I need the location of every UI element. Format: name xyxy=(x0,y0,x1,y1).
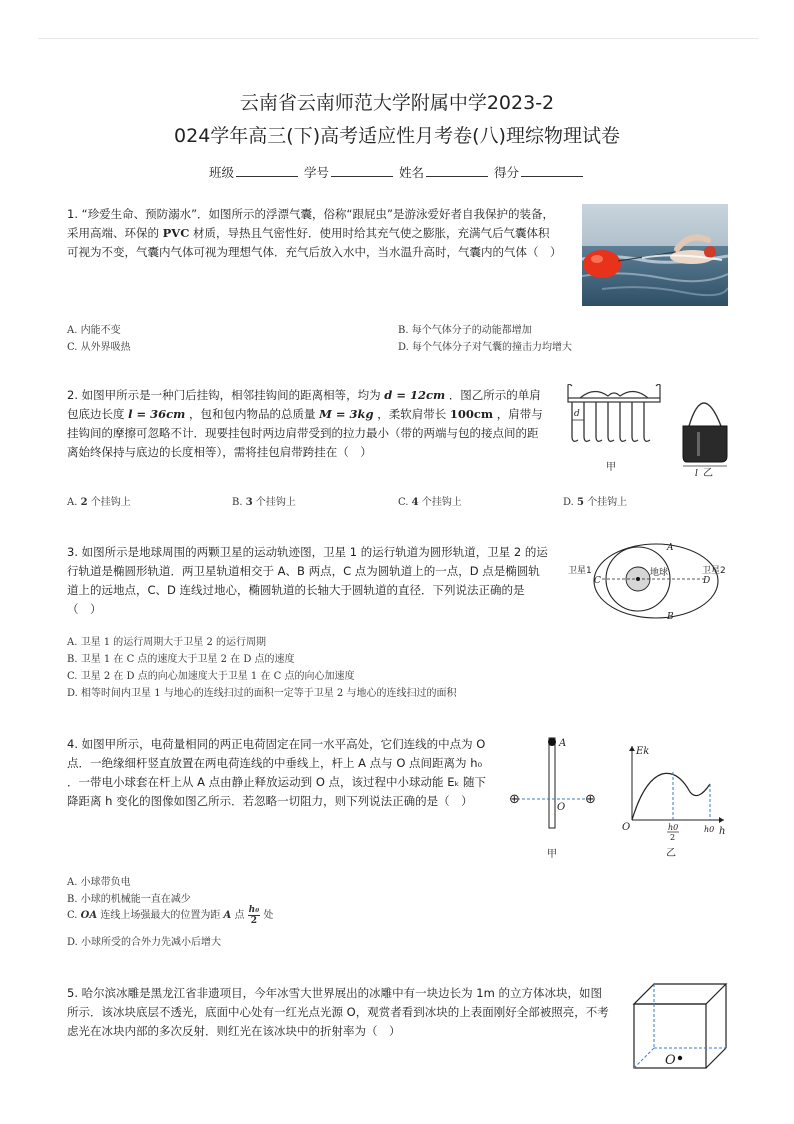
class-label: 班级 xyxy=(208,165,234,180)
q2-d-rest: 个挂钩上 xyxy=(587,497,628,508)
q2-text-b: ．图乙所示的单肩包底边长度 xyxy=(67,388,541,421)
q2-number: 2. xyxy=(67,388,78,402)
sat2-label: 卫星2 xyxy=(702,566,726,576)
q1-option-b[interactable]: B. 每个气体分子的动能都增加 xyxy=(398,325,532,336)
graph-origin-label: O xyxy=(622,822,631,833)
name-blank[interactable] xyxy=(426,164,488,177)
q4-c-text3: 处 xyxy=(263,910,274,921)
q2-option-a[interactable] xyxy=(67,493,131,508)
q4-c-letter: C. xyxy=(67,910,78,921)
q5-text: 哈尔滨冰雕是黑龙江省非遗项目，今年冰雪大世界展出的冰雕中有一块边长为 1m 的立方体冰块，如图所示．该冰块底层不透光，底面中心处有一红光点光源 O，观赏者看到冰块的上表面刚好全部被照亮，不考虑光在冰块内部的多次反射．则红光在该冰块中的折射率为（ ） xyxy=(67,986,609,1038)
q1-number: 1. xyxy=(67,207,78,221)
q2-text-a: 如图甲所示是一种门后挂钩，相邻挂钩间的距离相等，均为 xyxy=(81,388,381,402)
q1-option-a[interactable]: A. 内能不变 xyxy=(67,325,121,336)
fig4-yi-label: 乙 xyxy=(666,848,676,859)
q2-option-d[interactable] xyxy=(563,493,627,508)
class-blank[interactable] xyxy=(236,164,298,177)
question-4 xyxy=(67,735,495,811)
rod-o-label: O xyxy=(557,802,566,813)
q3-option-c[interactable]: C. 卫星 2 在 D 点的向心加速度大于卫星 1 在 C 点的向心加速度 xyxy=(67,671,355,682)
graph-half-h0-den: 2 xyxy=(670,833,676,842)
q4-c-text1: 连线上场强最大的位置为距 xyxy=(100,910,221,921)
id-label: 学号 xyxy=(303,165,329,180)
q2-option-b[interactable] xyxy=(232,493,296,508)
ice-cube-diagram xyxy=(628,978,732,1072)
graph-h0-label: h0 xyxy=(704,825,715,834)
q2-c-rest: 个挂钩上 xyxy=(421,497,462,508)
title-line-2: 024学年高三(下)高考适应性月考卷(八)理综物理试卷 xyxy=(174,125,620,147)
q3-number: 3. xyxy=(67,545,78,559)
q2-m-eq: M = 3kg xyxy=(319,407,374,421)
q2-text-c: ，包和包内物品的总质量 xyxy=(189,407,316,421)
q3-text: 如图所示是地球周围的两颗卫星的运动轨迹图，卫星 1 的运行轨道为圆形轨道，卫星 2 的运行轨道是椭圆形轨道．两卫星轨道相交于 A、B 两点，C 点为圆轨道上的一点，D 点是椭圆轨道上的远地点，C、D 连线过地心，椭圆轨道的长轴大于圆轨道的直径．下列说法正确的是（ ） xyxy=(67,545,548,616)
swimmer-photo xyxy=(582,204,728,306)
q2-b-rest: 个挂钩上 xyxy=(255,497,296,508)
graph-h-label: h xyxy=(719,826,726,837)
q3-option-b[interactable]: B. 卫星 1 在 C 点的速度大于卫星 2 在 D 点的速度 xyxy=(67,654,295,665)
q4-c-a: A xyxy=(223,910,232,921)
q5-number: 5. xyxy=(67,986,78,1000)
id-blank[interactable] xyxy=(331,164,393,177)
q2-option-c[interactable] xyxy=(398,493,462,508)
q1-text: “珍爱生命、预防溺水”．如图所示的浮漂气囊，俗称“跟屁虫”是游泳爱好者自我保护的装备，采用高端、环保的 xyxy=(67,207,554,240)
point-d-label: D xyxy=(703,576,711,586)
q2-a-rest: 个挂钩上 xyxy=(90,497,131,508)
q4-c-text2: 点 xyxy=(234,910,245,921)
q2-text-d: ，柔软肩带长 xyxy=(377,407,447,421)
q2-b-letter: B. xyxy=(232,497,243,508)
top-rule xyxy=(38,38,758,39)
q2-d-num: 5 xyxy=(577,497,584,508)
q4-text: 如图甲所示，电荷量相同的两正电荷固定在同一水平高处，它们连线的中点为 O 点．一绝缘细杆竖直放置在两电荷连线的中垂线上，杆上 A 点与 O 点间距离为 h₀ ．一带电小球套在杆上从 A 点由静止释放运动到 O 点，该过程中小球动能 Eₖ 随下降距离 h 变化的图像如图乙所示．若忽略一切阻力，则下列说法正确的是（ ） xyxy=(67,737,487,808)
question-3 xyxy=(67,543,551,619)
q1-pvc: PVC xyxy=(162,226,190,240)
question-5 xyxy=(67,984,613,1041)
q2-l-eq: l = 36cm xyxy=(128,407,186,421)
rod-a-label: A xyxy=(559,738,567,749)
q2-d-letter: D. xyxy=(563,497,574,508)
q4-c-oa: OA xyxy=(80,910,98,921)
q3-option-d[interactable]: D. 相等时间内卫星 1 与地心的连线扫过的面积一定等于卫星 2 与地心的连线扫过的面积 xyxy=(67,688,457,699)
fig-yi-label: 乙 xyxy=(703,468,713,478)
sat1-label: 卫星1 xyxy=(568,566,592,576)
score-blank[interactable] xyxy=(521,164,583,177)
q2-length: 100cm xyxy=(449,407,494,421)
q4-c-fraction xyxy=(248,905,261,926)
q4-option-c[interactable] xyxy=(67,905,273,927)
student-info-row xyxy=(0,163,794,181)
bag-l-label: l xyxy=(695,469,698,478)
point-a-label: A xyxy=(667,543,674,553)
q4-option-d[interactable]: D. 小球所受的合外力先减小后增大 xyxy=(67,937,222,948)
earth-label: 地球 xyxy=(650,568,669,578)
point-b-label: B xyxy=(667,612,674,622)
graph-half-h0-num: h0 xyxy=(668,823,679,832)
q2-c-letter: C. xyxy=(398,497,409,508)
q4-number: 4. xyxy=(67,737,78,751)
q1-option-d[interactable]: D. 每个气体分子对气囊的撞击力均增大 xyxy=(398,342,573,353)
graph-ek-label: Ek xyxy=(636,746,650,757)
hook-d-label: d xyxy=(574,409,580,419)
q2-a-letter: A. xyxy=(67,497,78,508)
q4-option-a[interactable]: A. 小球带负电 xyxy=(67,877,131,888)
question-2 xyxy=(67,386,545,462)
q2-d-eq: d = 12cm xyxy=(384,388,446,402)
left-charge: ⊕ xyxy=(509,792,520,807)
q2-c-num: 4 xyxy=(411,497,419,508)
ek-h-graph xyxy=(618,740,730,864)
q2-text-e: ，肩带与挂钩间的摩擦可忽略不计．现要挂包时两边肩带受到的拉力最小（带的两端与包的接点间的距离始终保持与底边的长度相等），需将挂包肩带跨挂在（ ） xyxy=(67,407,543,459)
q4-c-frac-den: 2 xyxy=(250,916,258,926)
q2-b-num: 3 xyxy=(245,497,253,508)
fig4-jia-label: 甲 xyxy=(547,849,557,860)
charges-rod-diagram xyxy=(503,732,603,864)
q4-c-frac-num: h₀ xyxy=(248,905,260,915)
name-label: 姓名 xyxy=(398,165,424,180)
door-hook-diagram xyxy=(560,384,666,474)
fig-jia-label: 甲 xyxy=(606,462,616,473)
title-line-1: 云南省云南师范大学附属中学2023-2 xyxy=(239,92,555,114)
q4-option-b[interactable]: B. 小球的机械能一直在减少 xyxy=(67,894,191,905)
shoulder-bag-diagram xyxy=(675,386,735,478)
q3-option-a[interactable]: A. 卫星 1 的运行周期大于卫星 2 的运行周期 xyxy=(67,637,267,648)
q1-text2: 材质，导热且气密性好．使用时给其充气使之膨胀，充满气后气囊体积可视为不变，气囊内气体可视为理想气体．充气后放入水中，当水温升高时，气囊内的气体（ ） xyxy=(67,226,562,259)
question-1 xyxy=(67,205,562,262)
satellite-orbit-diagram xyxy=(566,540,736,626)
q2-a-num: 2 xyxy=(80,497,88,508)
cube-o-label: O xyxy=(665,1053,676,1068)
score-label: 得分 xyxy=(493,165,519,180)
point-c-label: C xyxy=(594,576,601,586)
q1-option-c[interactable]: C. 从外界吸热 xyxy=(67,342,131,353)
right-charge: ⊕ xyxy=(585,792,596,807)
